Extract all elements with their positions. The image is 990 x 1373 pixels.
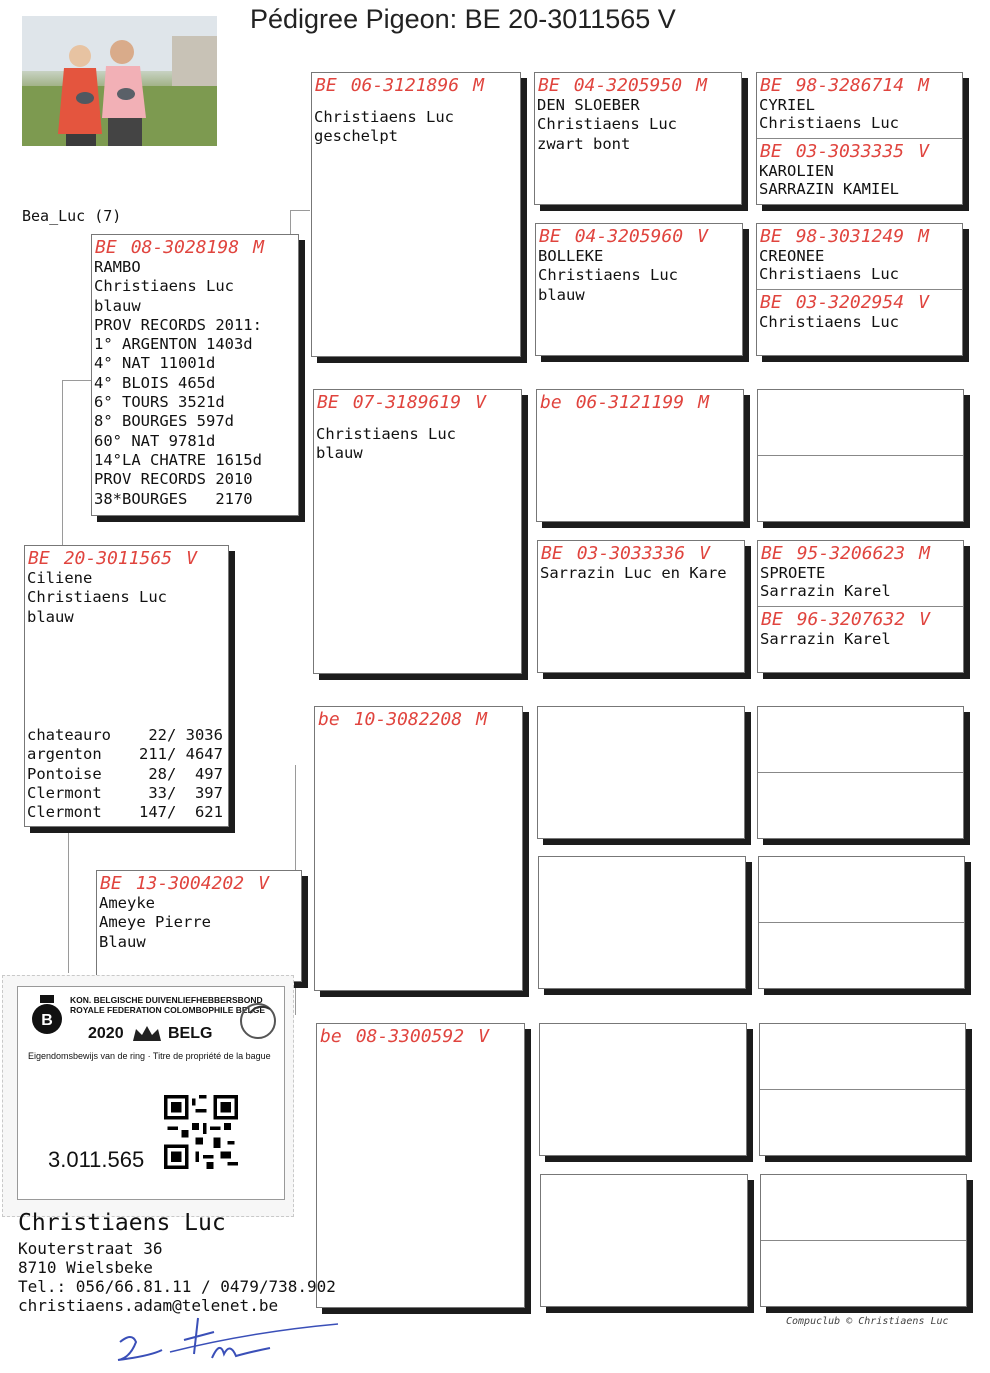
connector <box>62 380 92 381</box>
gg-grandparent-pair[interactable] <box>756 72 963 205</box>
color: zwart bont <box>537 134 631 153</box>
breeder: Christiaens Luc <box>759 265 899 283</box>
sire-slot[interactable] <box>758 541 963 607</box>
signature-icon <box>110 1312 350 1368</box>
ring-number: BE 07-3189619 V <box>317 392 486 413</box>
breeder: Christiaens Luc <box>94 277 234 296</box>
gg-grandparent-pair[interactable] <box>760 1174 967 1307</box>
connector <box>62 380 63 545</box>
ring-number: BE 08-3028198 M <box>95 237 264 258</box>
grandparent-card[interactable] <box>314 706 523 991</box>
breeder: Christiaens Luc <box>27 588 167 607</box>
association-line: ROYALE FEDERATION COLOMBOPHILE BELGE <box>70 1005 266 1015</box>
ring-number: BE 03-3202954 V <box>760 292 929 313</box>
ring-number: be 06-3121199 M <box>540 392 709 413</box>
breeder: Christiaens Luc <box>759 114 899 132</box>
record-line: PROV RECORDS 2011: <box>94 315 262 334</box>
grandparent-card[interactable] <box>311 72 521 357</box>
grandparent-card[interactable] <box>313 389 522 674</box>
pigeon-name: Ameyke <box>99 894 155 912</box>
crown-icon <box>130 1023 164 1045</box>
ring-ownership-card <box>2 975 294 1217</box>
result-line: Clermont 147/ 621 <box>27 803 223 822</box>
dam-slot[interactable] <box>758 456 963 521</box>
dam-slot[interactable] <box>761 1241 966 1306</box>
record-line: 38*BOURGES 2170 <box>94 489 253 508</box>
color: blauw <box>27 607 74 626</box>
ring-number: BE 13-3004202 V <box>100 873 269 894</box>
color: blauw <box>94 296 141 315</box>
breeder: SARRAZIN KAMIEL <box>759 180 899 198</box>
connector <box>290 210 310 211</box>
pigeon-name: RAMBO <box>94 258 141 276</box>
breeder: Sarrazin Karel <box>760 582 891 600</box>
record-line: 8° BOURGES 597d <box>94 412 234 431</box>
breeder: Christiaens Luc <box>537 115 677 134</box>
ring-number: BE 96-3207632 V <box>761 609 930 630</box>
breeder: Sarrazin Karel <box>760 630 891 648</box>
subject-card[interactable] <box>24 545 229 827</box>
dam-slot[interactable] <box>757 139 962 204</box>
result-line: chateauro 22/ 3036 <box>27 726 223 744</box>
ring-number: BE 04-3205950 M <box>538 75 707 96</box>
ring-number: BE 04-3205960 V <box>539 226 708 247</box>
svg-text:B: B <box>41 1012 53 1029</box>
breeder: Christiaens Luc <box>538 266 678 285</box>
father-card[interactable] <box>91 234 299 516</box>
association-line: KON. BELGISCHE DUIVENLIEFHEBBERSBOND <box>70 995 263 1005</box>
record-line: PROV RECORDS 2010 <box>94 470 253 489</box>
qr-code-icon <box>164 1095 238 1169</box>
sire-slot[interactable] <box>758 390 963 456</box>
ring-number: BE 06-3121896 M <box>315 75 484 96</box>
pigeon-name: DEN SLOEBER <box>537 96 640 114</box>
ring-number: BE 98-3286714 M <box>760 75 929 96</box>
sire-slot[interactable] <box>758 707 963 773</box>
result-line: argenton 211/ 4647 <box>27 745 223 764</box>
color: Blauw <box>99 932 146 951</box>
loft-label: Bea_Luc (7) <box>22 207 122 225</box>
record-line: 60° NAT 9781d <box>94 431 216 450</box>
great-grandparent-card[interactable] <box>534 72 742 205</box>
mother-card[interactable] <box>96 870 302 982</box>
great-grandparent-card[interactable] <box>537 540 745 673</box>
owner-name: Christiaens Luc <box>18 1210 226 1236</box>
ring-number: be 10-3082208 M <box>318 709 487 730</box>
ring-number: be 08-3300592 V <box>320 1026 489 1047</box>
breeder: Christiaens Luc <box>314 108 454 126</box>
owners-photo-image <box>22 16 217 146</box>
pigeon-name: CYRIEL <box>759 96 815 114</box>
breeder: Ameye Pierre <box>99 913 211 932</box>
dam-slot[interactable] <box>758 773 963 838</box>
great-grandparent-card[interactable] <box>535 223 743 356</box>
dam-slot[interactable] <box>758 607 963 672</box>
result-line: Clermont 33/ 397 <box>27 783 223 802</box>
sire-slot[interactable] <box>760 1024 965 1090</box>
owner-phone: Tel.: 056/66.81.11 / 0479/738.902 <box>18 1277 336 1296</box>
ring-country: BELG <box>168 1025 213 1042</box>
pigeon-name: Ciliene <box>27 569 93 587</box>
fci-logo-icon <box>236 997 280 1041</box>
copyright-text: Compuclub © Christiaens Luc <box>786 1316 949 1327</box>
sire-slot[interactable] <box>759 857 964 923</box>
owner-street: Kouterstraat 36 <box>18 1239 163 1258</box>
grandparent-card[interactable] <box>316 1023 525 1308</box>
owner-email[interactable]: christiaens.adam@telenet.be <box>18 1296 279 1315</box>
gg-grandparent-pair[interactable] <box>759 1023 966 1156</box>
gg-grandparent-pair[interactable] <box>757 706 964 839</box>
color: blauw <box>538 285 585 304</box>
great-grandparent-card[interactable] <box>540 1174 748 1307</box>
ring-number: BE 20-3011565 V <box>28 548 197 569</box>
dam-slot[interactable] <box>760 1090 965 1155</box>
record-line: 14°LA CHATRE 1615d <box>94 450 262 469</box>
ring-number: BE 95-3206623 M <box>761 543 930 564</box>
pigeon-name: BOLLEKE <box>538 247 604 265</box>
breeder: Christiaens Luc <box>316 425 456 443</box>
pigeon-name: SPROETE <box>760 564 826 582</box>
great-grandparent-card[interactable] <box>539 1023 747 1156</box>
ring-number: BE 98-3031249 M <box>760 226 929 247</box>
pigeon-name: CREONEE <box>759 247 825 265</box>
gg-grandparent-pair[interactable] <box>756 223 963 356</box>
ring-year: 2020 <box>88 1025 124 1042</box>
sire-slot[interactable] <box>757 73 962 139</box>
record-line: 1° ARGENTON 1403d <box>94 335 253 354</box>
great-grandparent-card[interactable] <box>538 856 746 989</box>
connector <box>68 828 69 973</box>
breeder: Sarrazin Luc en Kare <box>540 564 727 582</box>
pigeon-name: KAROLIEN <box>759 162 834 180</box>
result-line: Pontoise 28/ 497 <box>27 764 223 783</box>
dam-slot[interactable] <box>759 923 964 988</box>
ring-number: BE 03-3033335 V <box>760 141 929 162</box>
kbdb-logo-icon <box>28 993 66 1041</box>
ring-card-inner <box>17 986 285 1200</box>
sire-slot[interactable] <box>761 1175 966 1241</box>
great-grandparent-card[interactable] <box>536 389 744 522</box>
color: blauw <box>316 444 363 463</box>
gg-grandparent-pair[interactable] <box>757 389 964 522</box>
gg-grandparent-pair[interactable] <box>758 856 965 989</box>
owner-photo <box>22 16 217 146</box>
great-grandparent-card[interactable] <box>537 706 745 839</box>
gg-grandparent-pair[interactable] <box>757 540 964 673</box>
record-line: 6° TOURS 3521d <box>94 393 225 412</box>
owner-city: 8710 Wielsbeke <box>18 1258 153 1277</box>
color: geschelpt <box>314 127 398 146</box>
record-line: 4° NAT 11001d <box>94 354 216 373</box>
sire-slot[interactable] <box>757 224 962 290</box>
dam-slot[interactable] <box>757 290 962 355</box>
ring-number: BE 03-3033336 V <box>541 543 710 564</box>
record-line: 4° BLOIS 465d <box>94 373 216 392</box>
breeder: Christiaens Luc <box>759 313 899 331</box>
ring-number-card: 3.011.565 <box>48 1147 145 1172</box>
ownership-deed-text: Eigendomsbewijs van de ring · Titre de propriété de la bague <box>28 1051 271 1061</box>
page-title: Pédigree Pigeon: BE 20-3011565 V <box>250 4 676 34</box>
